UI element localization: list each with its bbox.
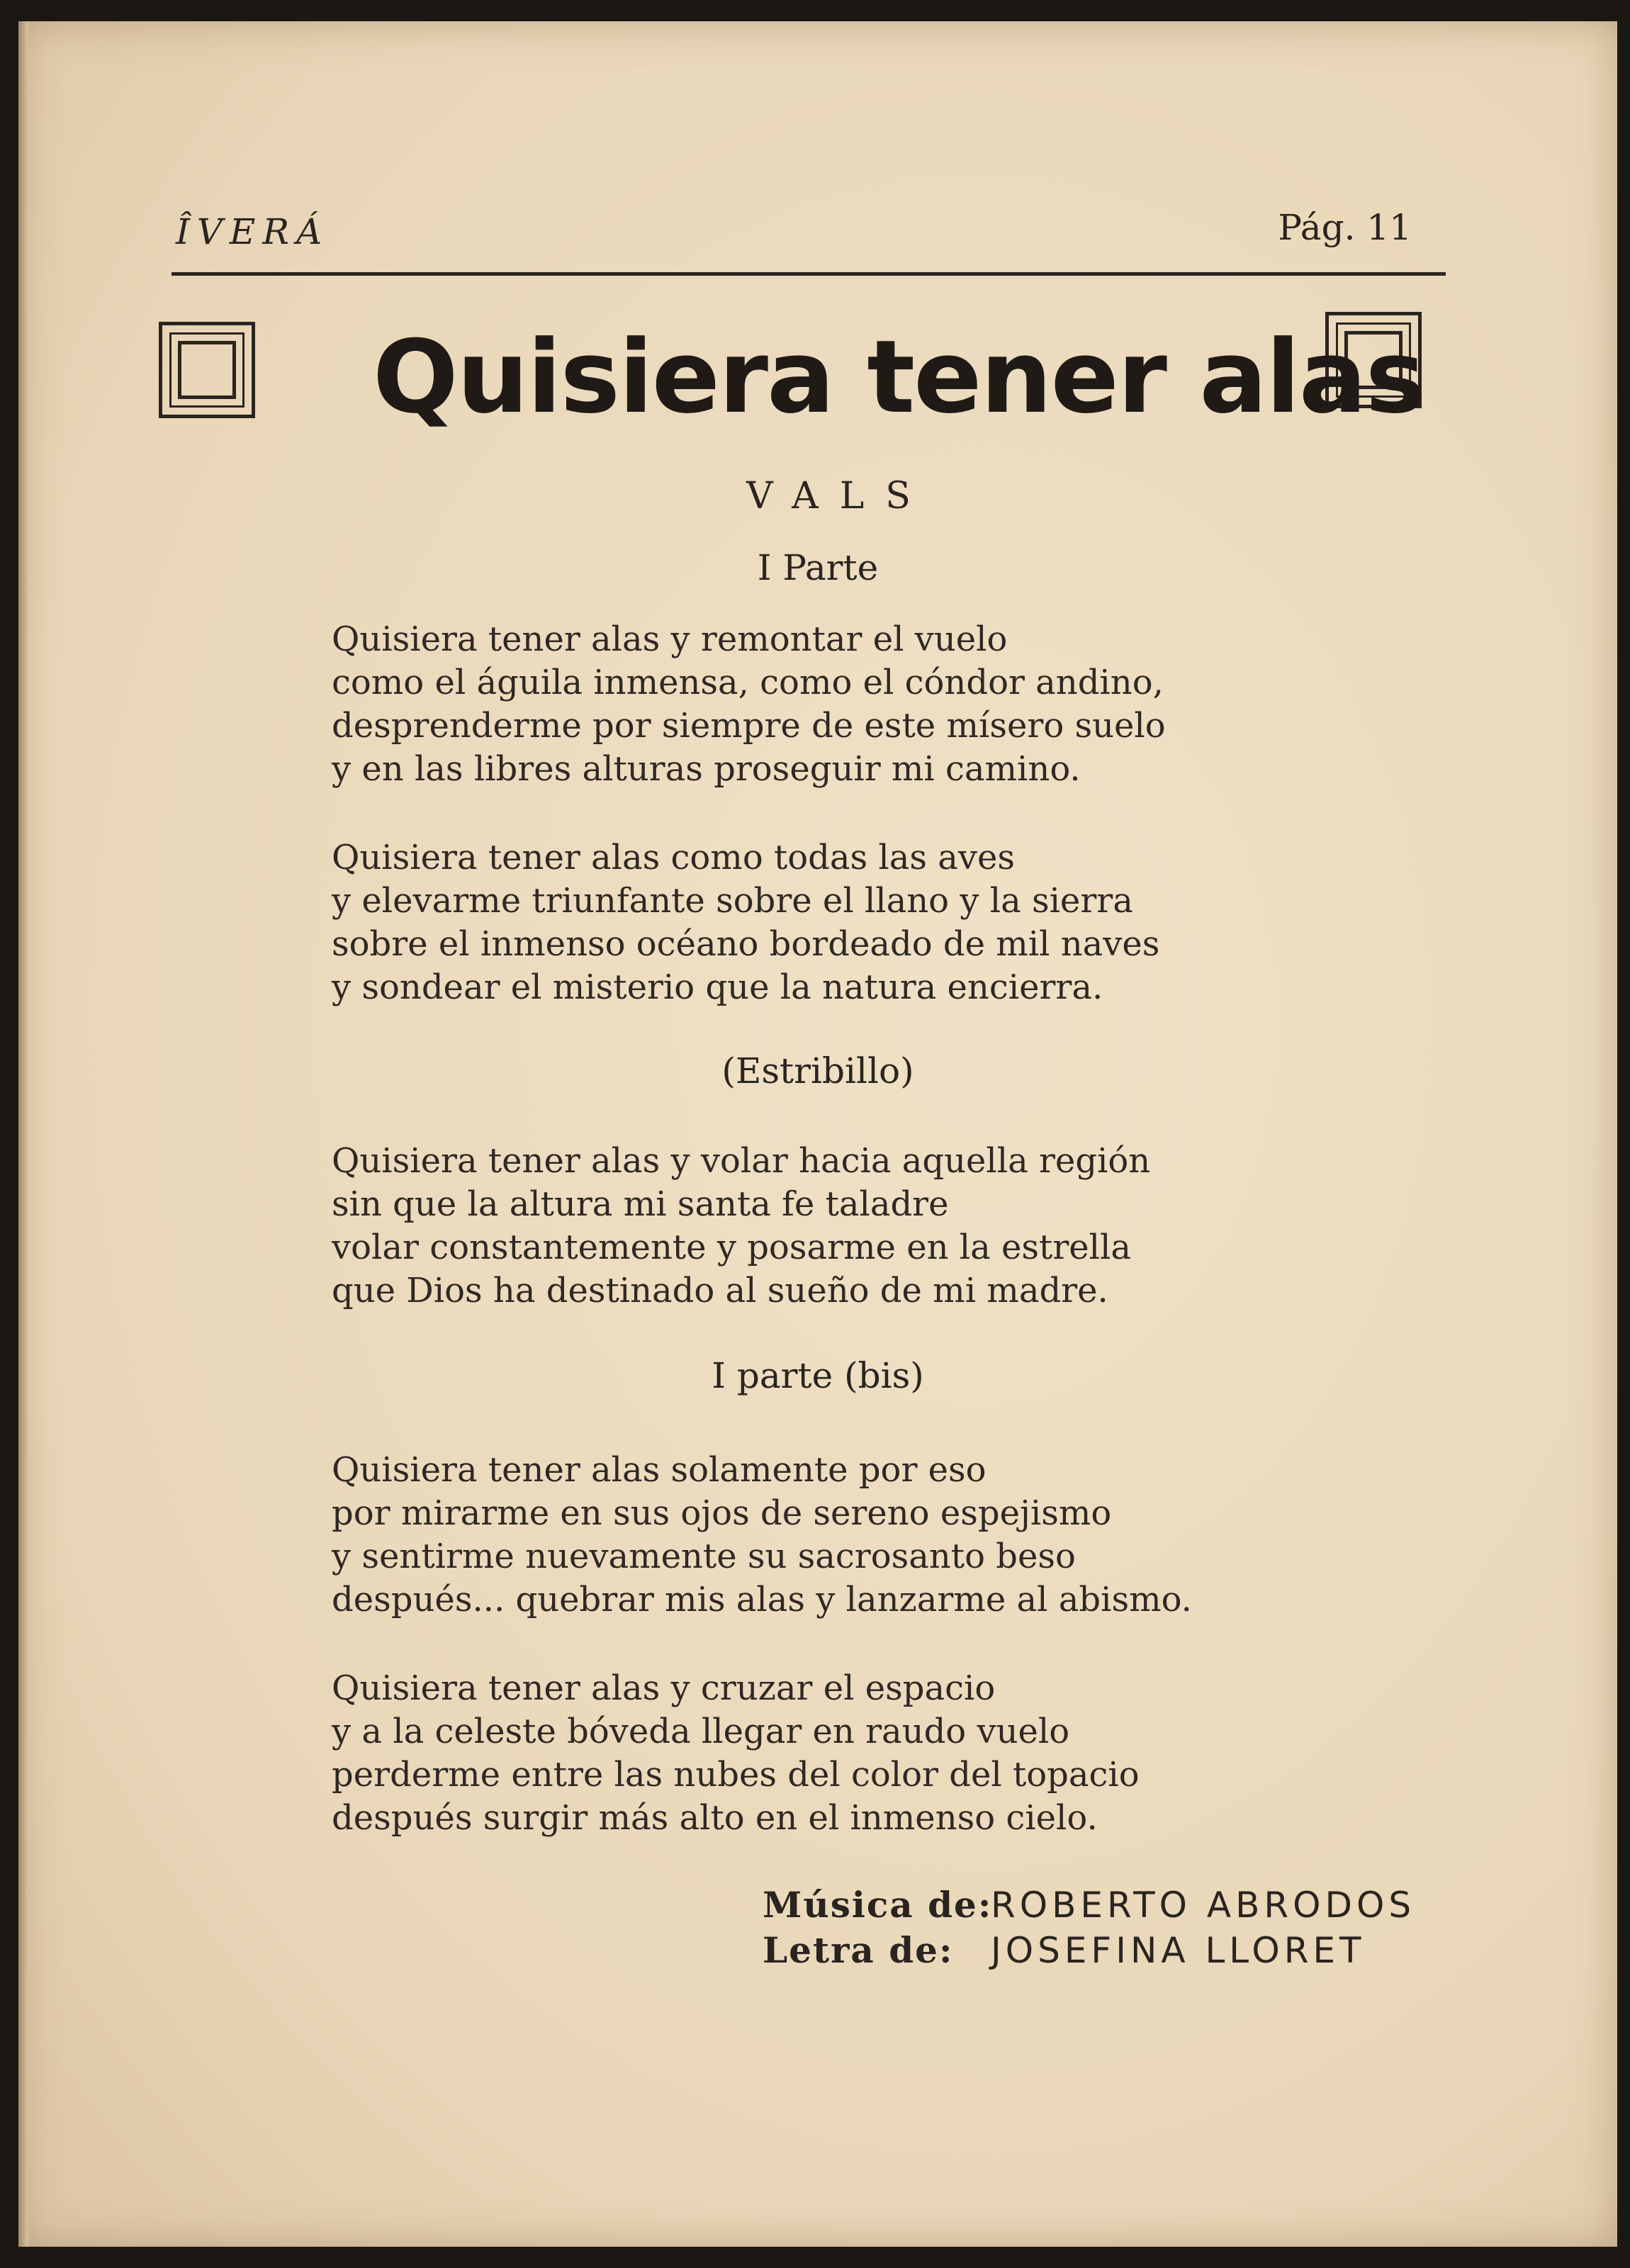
verse-line: y sondear el misterio que la natura encierra. (332, 967, 1103, 1007)
section-heading-part-bis: I parte (bis) (712, 1355, 924, 1396)
verse-line: perderme entre las nubes del color del topacio (332, 1755, 1140, 1795)
verse-line: Quisiera tener alas y remontar el vuelo (332, 619, 1008, 659)
stanza (332, 1667, 1338, 1840)
section-heading-part1: I Parte (757, 547, 879, 588)
verse-line: sin que la altura mi santa fe taladre (332, 1184, 949, 1224)
verse-line: Quisiera tener alas y volar hacia aquella región (332, 1141, 1151, 1181)
section-heading-estribillo: (Estribillo) (721, 1050, 914, 1091)
header-rule (172, 272, 1446, 276)
verse-line: que Dios ha destinado al sueño de mi madre. (332, 1271, 1108, 1310)
lyrics-credit (763, 1928, 1471, 1973)
lyrics-credit-name: JOSEFINA LLORET (991, 1930, 1366, 1971)
page-sheet (18, 21, 1617, 2247)
credits (763, 1882, 1471, 1973)
music-credit-label: Música de: (763, 1884, 993, 1926)
page-title: Quisiera tener alas (373, 319, 1424, 436)
page-number: Pág. 11 (1278, 207, 1412, 248)
verse-line: y a la celeste bóveda llegar en raudo vuelo (332, 1712, 1070, 1751)
verse-line: después surgir más alto en el inmenso cielo. (332, 1798, 1098, 1838)
verse-line: Quisiera tener alas solamente por eso (332, 1450, 987, 1490)
verse-line: sobre el inmenso océano bordeado de mil naves (332, 924, 1160, 964)
verse-line: como el águila inmensa, como el cóndor andino, (332, 663, 1164, 702)
lyrics-credit-label: Letra de: (763, 1929, 954, 1971)
verse-line: Quisiera tener alas como todas las aves (332, 838, 1016, 877)
frame-ornament-icon (159, 322, 255, 418)
stanza (332, 1449, 1338, 1622)
verse-line: volar constantemente y posarme en la estrella (332, 1228, 1131, 1267)
stanza (332, 1140, 1338, 1313)
genre-label: VALS (746, 475, 932, 517)
verse-line: por mirarme en sus ojos de sereno espejismo (332, 1493, 1112, 1533)
binding-edge (18, 21, 28, 2247)
music-credit-name: ROBERTO ABRODOS (991, 1885, 1416, 1926)
verse-line: y elevarme triunfante sobre el llano y la sierra (332, 881, 1133, 921)
verse-line: desprenderme por siempre de este mísero suelo (332, 706, 1166, 746)
journal-name: ÎVERÁ (176, 211, 330, 252)
verse-line: y en las libres alturas proseguir mi camino. (332, 749, 1081, 789)
music-credit (763, 1882, 1471, 1928)
stanza (332, 618, 1338, 791)
stanza (332, 836, 1338, 1009)
verse-line: Quisiera tener alas y cruzar el espacio (332, 1668, 996, 1708)
verse-line: después... quebrar mis alas y lanzarme al abismo. (332, 1580, 1192, 1619)
verse-line: y sentirme nuevamente su sacrosanto beso (332, 1537, 1076, 1576)
